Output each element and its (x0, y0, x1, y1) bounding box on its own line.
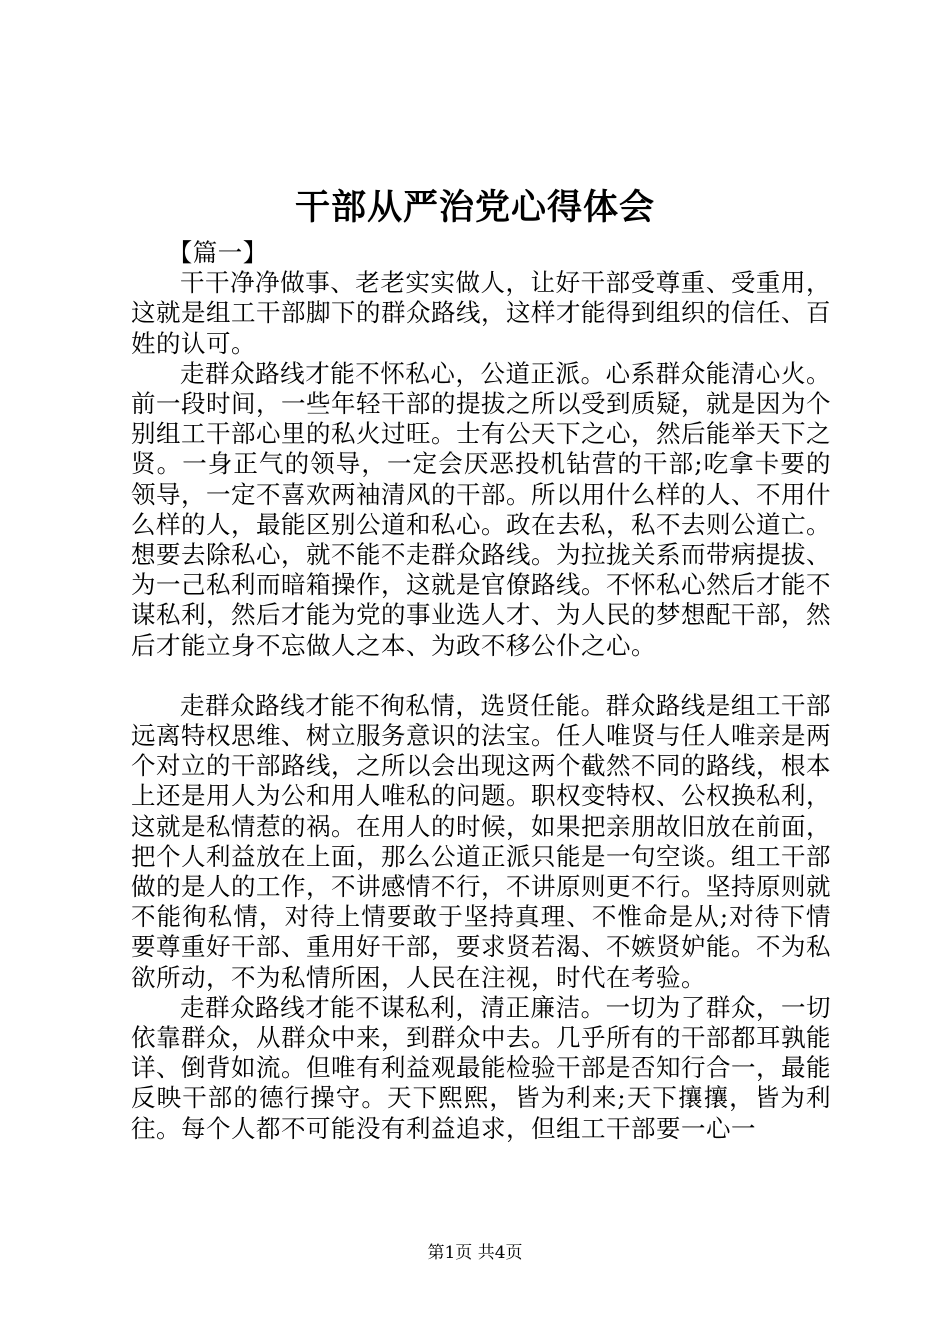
section-label: 【篇一】 (167, 238, 268, 267)
paragraph-2: 走群众路线才能不怀私心，公道正派。心系群众能清心火。前一段时间，一些年轻干部的提拔之所以受到质疑，就是因为个别组工干部心里的私火过旺。士有公天下之心，然后能举天下之贤。一身正气的领导，一定会厌恶投机钻营的干部;吃拿卡要的领导，一定不喜欢两袖清风的干部。所以用什么样的人、不用什么样的人，最能区别公道和私心。政在去私，私不去则公道亡。想要去除私心，就不能不走群众路线。为拉拢关系而带病提拔、为一己私利而暗箱操作，这就是官僚路线。不怀私心然后才能不谋私利，然后才能为党的事业选人才、为人民的梦想配干部，然后才能立身不忘做人之本、为政不移公仆之心。 (131, 358, 831, 660)
document-body (131, 238, 831, 1144)
paragraph-3: 走群众路线才能不徇私情，选贤任能。群众路线是组工干部远离特权思维、树立服务意识的法宝。任人唯贤与任人唯亲是两个对立的干部路线，之所以会出现这两个截然不同的路线，根本上还是用人为公和用人唯私的问题。职权变特权、公权换私利，这就是私情惹的祸。在用人的时候，如果把亲朋故旧放在前面，把个人利益放在上面，那么公道正派只能是一句空谈。组工干部做的是人的工作，不讲感情不行，不讲原则更不行。坚持原则就不能徇私情，对待上情要敢于坚持真理、不惟命是从;对待下情要尊重好干部、重用好干部，要求贤若渴、不嫉贤妒能。不为私欲所动，不为私情所困，人民在注视，时代在考验。 (131, 690, 831, 992)
paragraph-4: 走群众路线才能不谋私利，清正廉洁。一切为了群众，一切依靠群众，从群众中来，到群众中去。几乎所有的干部都耳孰能详、倒背如流。但唯有利益观最能检验干部是否知行合一，最能反映干部的德行操守。天下熙熙，皆为利来;天下攘攘，皆为利往。每个人都不可能没有利益追求，但组工干部要一心一 (131, 992, 831, 1143)
page-footer: 第1页 共4页 (427, 1243, 523, 1263)
paragraph-1: 干干净净做事、老老实实做人，让好干部受尊重、受重用，这就是组工干部脚下的群众路线，这样才能得到组织的信任、百姓的认可。 (131, 268, 831, 358)
page-title: 干部从严治党心得体会 (294, 187, 655, 228)
